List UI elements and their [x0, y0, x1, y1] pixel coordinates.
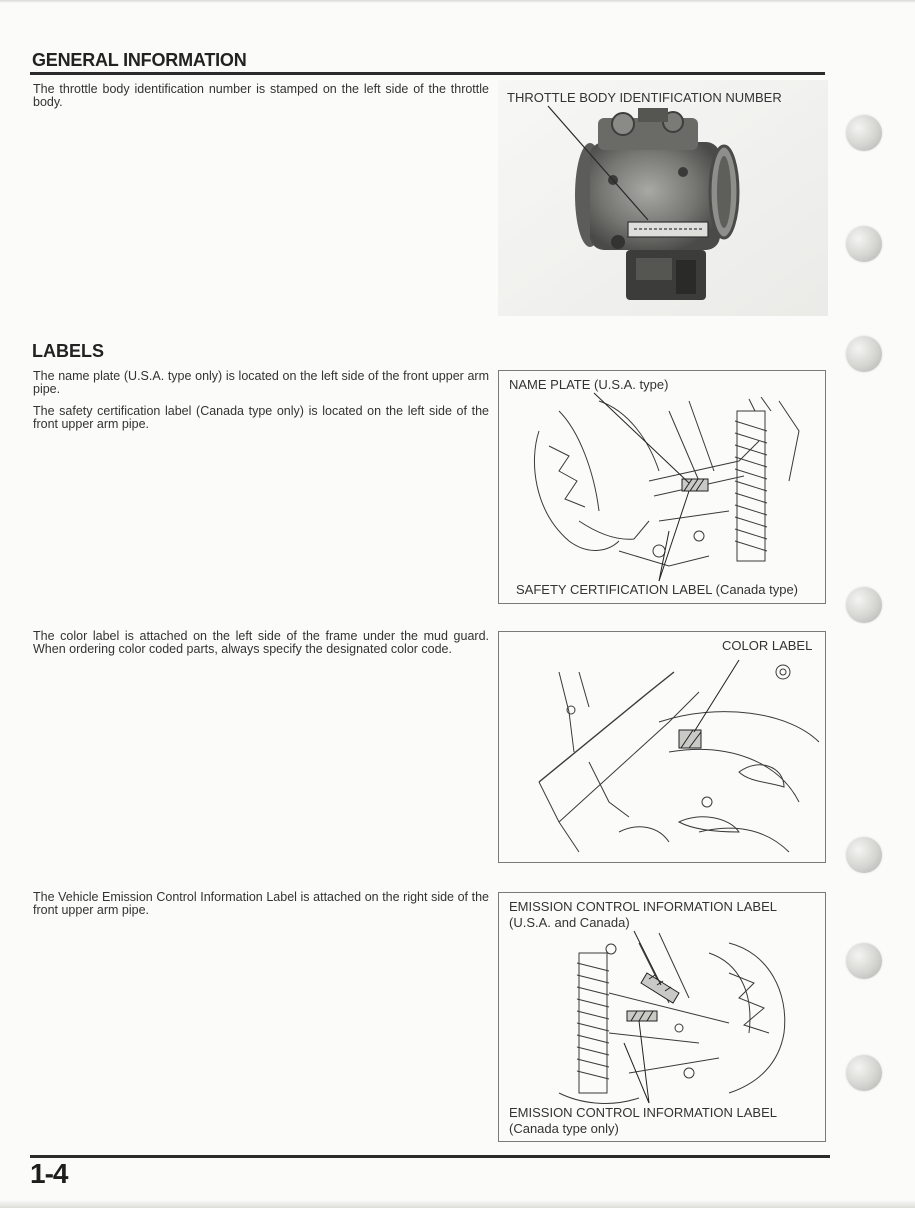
binder-hole: [846, 226, 882, 262]
safety-label-caption: SAFETY CERTIFICATION LABEL (Canada type): [516, 582, 799, 597]
page-top-edge: [0, 0, 915, 3]
footer-rule: [30, 1155, 830, 1158]
page-number: 1-4: [30, 1158, 68, 1189]
binder-hole: [846, 1055, 882, 1091]
binder-hole: [846, 336, 882, 372]
emission-caption-bottom-1: EMISSION CONTROL INFORMATION LABEL: [509, 1105, 777, 1120]
binder-hole: [846, 115, 882, 151]
section-title: GENERAL INFORMATION: [32, 50, 247, 70]
safety-paragraph: The safety certification label (Canada type only) is located on the left side of the front upper arm pipe.: [33, 404, 489, 431]
page-bottom-edge: [0, 1200, 915, 1208]
labels-title: LABELS: [32, 341, 104, 361]
binder-hole: [846, 943, 882, 979]
name-plate-paragraph: The name plate (U.S.A. type only) is located on the left side of the front upper arm pipe.: [33, 369, 489, 396]
binder-hole: [846, 837, 882, 873]
header-rule: [30, 72, 825, 75]
emission-label-figure: [498, 892, 826, 1142]
emission-caption-top-2: (U.S.A. and Canada): [509, 915, 630, 930]
throttle-paragraph: The throttle body identification number is stamped on the left side of the throttle body.: [33, 82, 489, 109]
throttle-body-photo: [498, 80, 828, 316]
emission-paragraph: The Vehicle Emission Control Information Label is attached on the right side of the front upper arm pipe.: [33, 890, 489, 917]
binder-hole: [846, 587, 882, 623]
name-plate-figure: [498, 370, 826, 604]
throttle-caption: THROTTLE BODY IDENTIFICATION NUMBER: [507, 90, 782, 105]
color-label-caption: COLOR LABEL: [722, 638, 813, 653]
name-plate-caption: NAME PLATE (U.S.A. type): [509, 377, 669, 392]
color-label-paragraph: The color label is attached on the left side of the frame under the mud guard. When ordering color coded parts, always specify the designated color code.: [33, 629, 489, 656]
emission-caption-bottom-2: (Canada type only): [509, 1121, 619, 1136]
color-label-figure: [498, 631, 826, 863]
emission-caption-top-1: EMISSION CONTROL INFORMATION LABEL: [509, 899, 777, 914]
